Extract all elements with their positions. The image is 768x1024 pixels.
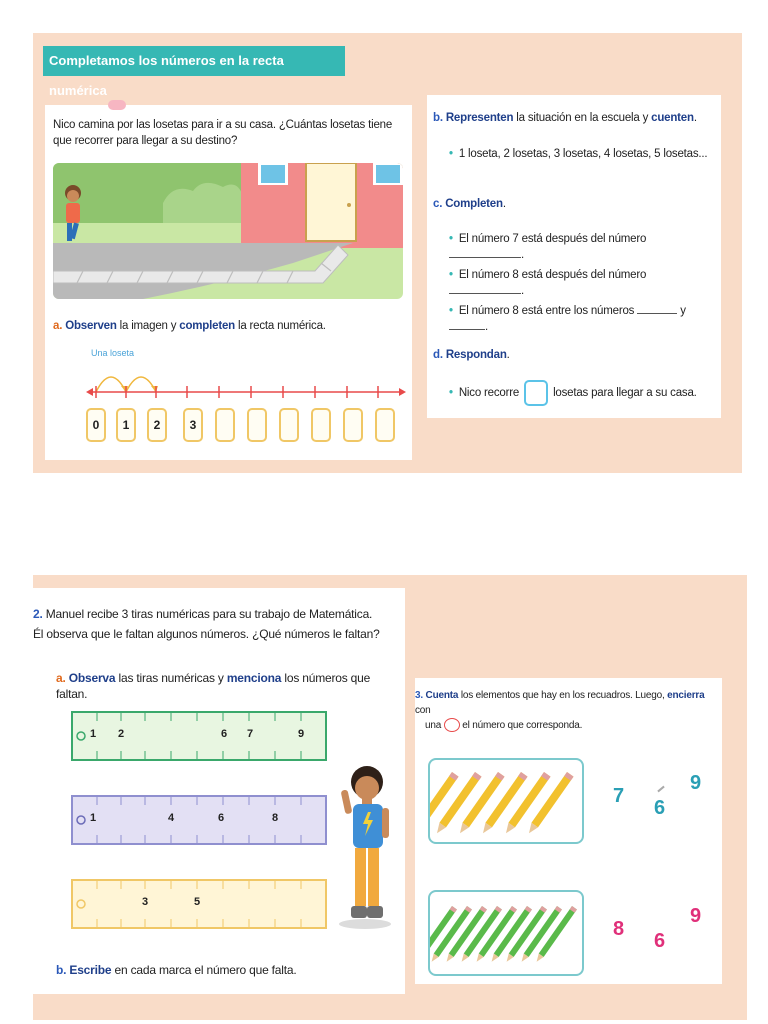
step-c-text: . — [502, 198, 506, 210]
question-2a-text1: las tiras numéricas y — [115, 671, 227, 685]
circle-icon — [444, 718, 460, 732]
question-3-text3b: el número que corresponda. — [459, 720, 583, 731]
answer-box[interactable] — [524, 380, 548, 406]
answer-choice-row2[interactable]: 6 — [654, 930, 666, 952]
number-strip-2 — [71, 795, 327, 845]
question-3-text2: con — [415, 705, 431, 716]
question-2a-instruction — [56, 670, 396, 702]
step-d-letter: d. — [433, 349, 443, 361]
number-box-0[interactable]: 0 — [86, 408, 106, 442]
step-c-line1-text: El número 7 está después del número — [458, 233, 647, 245]
strip-2-number: 8 — [272, 812, 279, 824]
step-d-verb: Respondan — [445, 349, 507, 361]
step-a-letter: a. — [53, 320, 63, 332]
number-box-1[interactable]: 1 — [116, 408, 136, 442]
boy-illustration — [335, 760, 397, 930]
question-2b-instruction — [56, 962, 396, 978]
step-a-text2: la recta numérica. — [234, 320, 326, 332]
step-c-line2-text: El número 8 está después del número — [458, 269, 647, 281]
step-c-line1: • El número 7 está después del número . — [449, 233, 647, 261]
step-b-bullet — [449, 146, 717, 162]
number-box-7[interactable] — [311, 408, 331, 442]
step-d-line — [449, 380, 721, 406]
number-box-4[interactable] — [215, 408, 235, 442]
step-c-line3-text-a: El número 8 está entre los números — [458, 305, 635, 317]
step-b-instruction — [433, 110, 718, 126]
question-2a-verb-menciona: menciona — [226, 671, 282, 685]
answer-blank-4[interactable] — [449, 328, 485, 330]
question-3-verb-encierra: encierra — [667, 690, 705, 701]
question-2-body: Manuel recibe 3 tiras numéricas para su trabajo de Matemática. Él observa que le faltan algunos números. ¿Qué números le faltan? — [33, 607, 380, 641]
strip-1-number: 1 — [90, 728, 97, 740]
step-d-instruction — [433, 347, 510, 363]
hop-label: Una loseta — [91, 348, 135, 358]
number-box-9[interactable] — [375, 408, 395, 442]
strip-3-number: 5 — [194, 896, 201, 908]
answer-choice-row2[interactable]: 9 — [690, 905, 702, 927]
step-a-instruction — [53, 318, 403, 334]
step-c-verb: Completen — [445, 198, 503, 210]
step-b-verb-cuenten: cuenten — [651, 112, 694, 124]
number-box-6[interactable] — [279, 408, 299, 442]
question-2a-verb-observa: Observa — [68, 671, 116, 685]
number-box-3[interactable]: 3 — [183, 408, 203, 442]
bullet-icon: • — [449, 387, 453, 400]
number-strip-3 — [71, 879, 327, 929]
step-d-text-b: losetas para llegar a su casa. — [553, 387, 697, 400]
step-d-text: . — [506, 349, 510, 361]
yellow-pencils-box — [428, 758, 584, 844]
question-2-number: 2. — [33, 607, 43, 621]
question-2b-verb: Escribe — [69, 963, 112, 977]
answer-blank-2[interactable] — [449, 292, 521, 294]
step-b-text2: . — [693, 112, 697, 124]
step-b-verb-representen: Representen — [445, 112, 514, 124]
number-box-2[interactable]: 2 — [147, 408, 167, 442]
answer-choice-row2[interactable]: 8 — [613, 918, 625, 940]
step-d-text-a: Nico recorre — [458, 387, 520, 400]
strip-3-number: 3 — [142, 896, 149, 908]
answer-choice-row1[interactable]: 6 — [654, 797, 666, 819]
number-box-8[interactable] — [343, 408, 363, 442]
step-c-line2: • El número 8 está después del número . — [449, 269, 647, 297]
strip-2-number: 4 — [168, 812, 175, 824]
question-3-text1: los elementos que hay en los recuadros. Luego, — [458, 690, 668, 701]
strip-2-number: 1 — [90, 812, 97, 824]
question-2b-text: en cada marca el número que falta. — [111, 963, 297, 977]
question-2-text — [33, 604, 383, 644]
number-strip-1 — [71, 711, 327, 761]
question-3-text — [415, 688, 718, 733]
step-b-text1: la situación en la escuela y — [513, 112, 652, 124]
bullet-icon: • — [449, 233, 453, 245]
step-c-line3: • El número 8 está entre los números y . — [449, 305, 686, 333]
answer-blank-3[interactable] — [637, 312, 677, 314]
step-a-text1: la imagen y — [116, 320, 180, 332]
question-2b-letter: b. — [56, 963, 67, 977]
scene-illustration — [53, 163, 403, 299]
step-a-verb-completen: completen — [179, 320, 235, 332]
step-c-instruction — [433, 196, 506, 212]
problem-intro: Nico camina por las losetas para ir a su casa. ¿Cuántas losetas tiene que recorrer para llegar a su destino? — [53, 119, 393, 147]
question-3-verb-cuenta: Cuenta — [425, 690, 459, 701]
bullet-icon: • — [449, 148, 453, 160]
question-3-number: 3. — [415, 690, 423, 701]
question-2a-text2: los números que faltan. — [56, 671, 371, 701]
question-2a-letter: a. — [56, 671, 66, 685]
answer-blank-1[interactable] — [449, 256, 521, 258]
strip-1-number: 6 — [221, 728, 228, 740]
step-b-bullet-text: 1 loseta, 2 losetas, 3 losetas, 4 losetas, 5 losetas... — [458, 148, 708, 160]
section-title: Completamos los números en la recta numérica — [43, 46, 345, 76]
green-pencils-box — [428, 890, 584, 976]
bullet-icon: • — [449, 269, 453, 281]
answer-choice-row1[interactable]: 7 — [613, 785, 625, 807]
step-a-verb-observen: Observen — [65, 320, 117, 332]
tab-marker — [108, 100, 126, 110]
strip-1-number: 9 — [298, 728, 305, 740]
question-3-text3a: una — [425, 720, 442, 731]
number-box-5[interactable] — [247, 408, 267, 442]
bullet-icon: • — [449, 305, 453, 317]
strip-2-number: 6 — [218, 812, 225, 824]
step-c-letter: c. — [433, 198, 443, 210]
number-line — [86, 357, 406, 407]
step-b-letter: b. — [433, 112, 443, 124]
answer-choice-row1[interactable]: 9 — [690, 772, 702, 794]
step-c-line3-text-b: y — [680, 305, 686, 317]
strip-1-number: 7 — [247, 728, 254, 740]
strip-1-number: 2 — [118, 728, 125, 740]
